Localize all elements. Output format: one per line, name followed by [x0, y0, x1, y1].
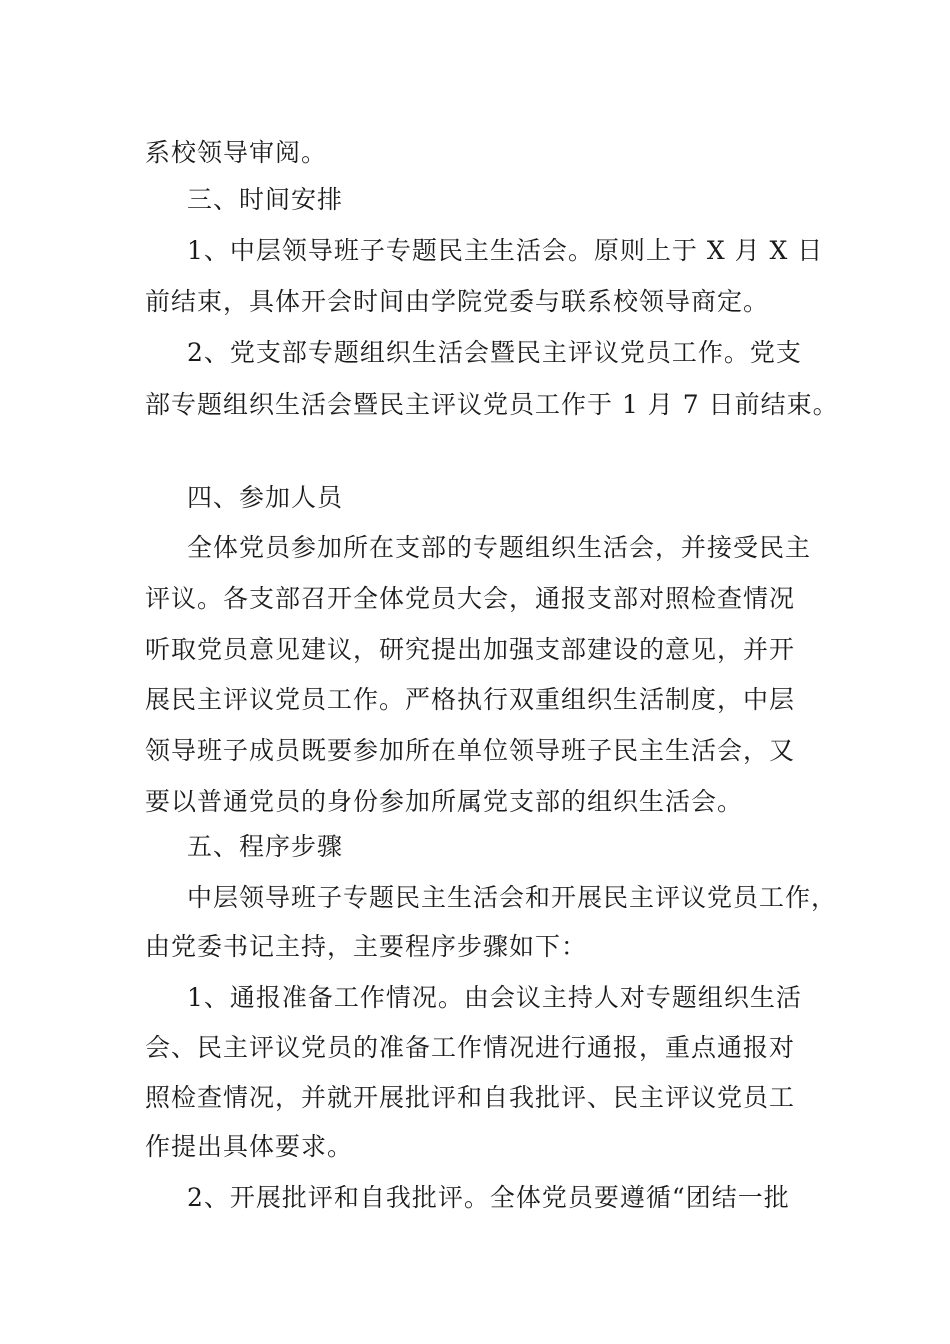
text-line: 前结束，具体开会时间由学院党委与联系校领导商定。: [145, 287, 770, 316]
section-heading-schedule: 三、时间安排: [187, 185, 344, 214]
text-line: 全体党员参加所在支部的专题组织生活会，并接受民主: [187, 533, 812, 562]
text-line: 听取党员意见建议，研究提出加强支部建设的意见，并开: [145, 635, 796, 664]
text-line: 1、中层领导班子专题民主生活会。原则上于 X 月 X 日: [187, 236, 824, 265]
section-heading-participants: 四、参加人员: [187, 483, 344, 512]
text-line: 2、党支部专题组织生活会暨民主评议党员工作。党支: [187, 338, 802, 367]
text-line: 评议。各支部召开全体党员大会，通报支部对照检查情况: [145, 584, 796, 613]
text-line: 照检查情况，并就开展批评和自我批评、民主评议党员工: [145, 1083, 796, 1112]
text-line: 要以普通党员的身份参加所属党支部的组织生活会。: [145, 787, 744, 816]
text-line: 作提出具体要求。: [145, 1132, 354, 1161]
text-line: 2、开展批评和自我批评。全体党员要遵循“团结一批: [187, 1183, 790, 1212]
text-line: 展民主评议党员工作。严格执行双重组织生活制度，中层: [145, 685, 796, 714]
section-heading-procedure: 五、程序步骤: [187, 832, 344, 861]
text-line: 1、通报准备工作情况。由会议主持人对专题组织生活: [187, 983, 802, 1012]
text-line: 由党委书记主持，主要程序步骤如下：: [145, 932, 588, 961]
text-line: 系校领导审阅。: [145, 138, 328, 167]
text-line: 部专题组织生活会暨民主评议党员工作于 1 月 7 日前结束。: [145, 390, 839, 419]
text-line: 领导班子成员既要参加所在单位领导班子民主生活会，又: [145, 736, 796, 765]
text-line: 中层领导班子专题民主生活会和开展民主评议党员工作，: [187, 883, 838, 912]
text-line: 会、民主评议党员的准备工作情况进行通报，重点通报对: [145, 1033, 796, 1062]
